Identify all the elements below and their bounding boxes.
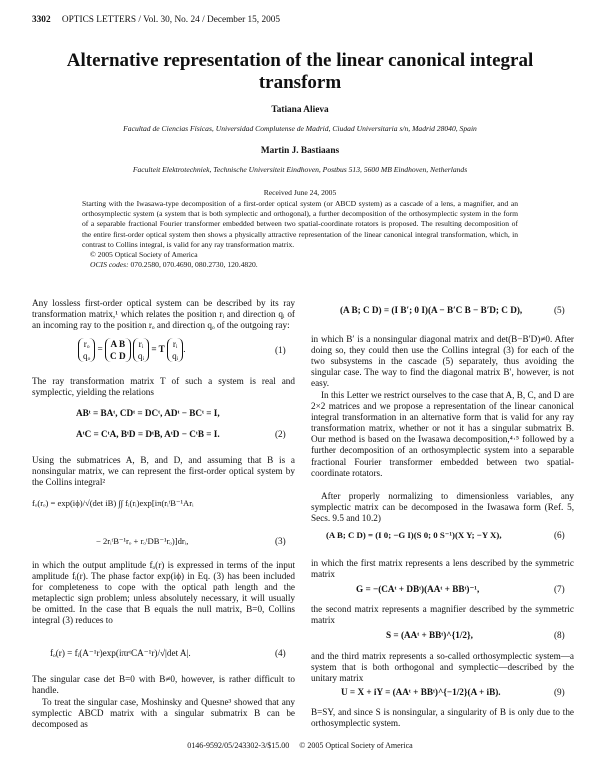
ocis-label: OCIS codes:	[90, 260, 129, 270]
eq8-number: (8)	[554, 630, 565, 640]
left-paragraph-3: Using the submatrices A, B, and D, and assuming that B is a nonsingular matrix, we can represent the first-order optical system by the Collins integral²	[32, 455, 295, 488]
eq2-number: (2)	[275, 429, 286, 439]
right-paragraph-3: After properly normalizing to dimensionless variables, any symplectic matrix can be decomposed in the Iwasawa form (Ref. 5, Secs. 9.5 and 10.2)	[311, 491, 574, 524]
page-footer	[0, 741, 600, 750]
footer-copyright: © 2005 Optical Society of America	[299, 741, 413, 750]
eq1-matrix: A B C D	[105, 338, 131, 362]
author-name-2: Martin J. Bastiaans	[260, 146, 340, 156]
right-paragraph-2: In this Letter we restrict ourselves to the case that A, B, C, and D are 2×2 matrices and we propose a representation of the linear canonical integral transformation in an alternative form that is valid for any ray transformation matrix, whether or not it has a singular submatrix B. Our method is based on the Iwasawa decomposition,⁴·⁵ followed by a further decomposition of an orthosymplectic system into a separable fractional Fourier transformer embedded between two spatial-coordinate rotators.	[311, 390, 574, 478]
left-paragraph-2: The ray transformation matrix T of such a system is real and symplectic, yielding the relations	[32, 376, 295, 398]
left-paragraph-4: in which the output amplitude fₒ(r) is expressed in terms of the input amplitude fᵢ(r). The phase factor exp(iϕ) in Eq. (3) has been included for completeness to cope with the optical path length and the metaplectic sign problem; unless absolutely necessary, it will usually be omitted. In the case that B equals the null matrix, B=0, Collins integral (3) reduces to	[32, 560, 295, 626]
equation-5: (A B; C D) = (I B′; 0 I)(A − B′C B − B′D; C D),	[340, 305, 523, 315]
abstract	[82, 199, 518, 270]
right-paragraph-4: in which the first matrix represents a lens described by the symmetric matrix	[311, 558, 574, 580]
running-header	[32, 15, 280, 25]
eq1-vector-2: rᵢ qᵢ	[167, 338, 183, 362]
paper-title: Alternative representation of the linear canonical integral transform	[66, 50, 534, 93]
eq6-number: (6)	[554, 530, 565, 540]
author-affiliation-1: Facultad de Ciencias Físicas, Universidad Complutense de Madrid, Ciudad Universitaria s/n, Madrid 28040, Spain	[123, 124, 477, 133]
page-number: 3302	[32, 15, 51, 25]
equation-6: (A B; C D) = (I 0; −G I)(S 0; 0 S⁻¹)(X Y; −Y X),	[326, 530, 502, 540]
right-paragraph-5: the second matrix represents a magnifier described by the symmetric matrix	[311, 604, 574, 626]
eq1-lhs: rₒ qₒ	[78, 338, 95, 362]
eq1-vector: rᵢ qᵢ	[133, 338, 149, 362]
equation-1: rₒ qₒ = A B C D rᵢ qᵢ = T rᵢ qᵢ.	[78, 338, 186, 362]
footer-code: 0146-9592/05/243302-3/$15.00	[187, 741, 290, 750]
right-paragraph-7: B=SY, and since S is nonsingular, a singularity of B is only due to the orthosymplectic system.	[311, 707, 574, 729]
eq9-number: (9)	[554, 687, 565, 697]
left-paragraph-1: Any lossless first-order optical system can be described by its ray transformation matrix,¹ which relates the position rᵢ and direction qᵢ of an incoming ray to the position rₒ and direction qₒ of the outgoing ray:	[32, 298, 295, 331]
eq5-number: (5)	[554, 305, 565, 315]
author-affiliation-2: Faculteit Elektrotechniek, Technische Universiteit Eindhoven, Postbus 513, 5600 MB Eindhoven, Netherlands	[132, 165, 468, 174]
abstract-copyright: © 2005 Optical Society of America	[90, 250, 198, 260]
equation-9: U = X + iY = (AAᵗ + BBᵗ)^{−1/2}(A + iB).	[341, 687, 501, 697]
left-paragraph-5: The singular case det B=0 with B≠0, however, is rather difficult to handle.	[32, 674, 295, 696]
ocis-codes	[82, 260, 518, 270]
right-paragraph-6: and the third matrix represents a so-called orthosymplectic system—a system that is both orthogonal and symplectic—described by the unitary matrix	[311, 651, 574, 684]
received-date: Received June 24, 2005	[263, 188, 337, 197]
left-paragraph-6: To treat the singular case, Moshinsky and Quesne³ showed that any symplectic ABCD matrix with a singular submatrix B can be decomposed as	[32, 697, 295, 730]
equation-3-line-1: fₒ(rₒ) = exp(iϕ)/√(det iB) ∫∫ fᵢ(rᵢ)exp[iπ(rᵢᵗB⁻¹Arᵢ	[32, 498, 194, 508]
equation-7: G = −(CAᵗ + DBᵗ)(AAᵗ + BBᵗ)⁻¹,	[356, 584, 480, 594]
eq4-number: (4)	[275, 648, 286, 658]
equation-2-line-1: ABᵗ = BAᵗ, CDᵗ = DCᵗ, ADᵗ − BCᵗ = I,	[76, 408, 220, 418]
journal-line: OPTICS LETTERS / Vol. 30, No. 24 / December 15, 2005	[61, 15, 281, 25]
equation-8: S = (AAᵗ + BBᵗ)^{1/2},	[386, 630, 473, 640]
eq7-number: (7)	[554, 584, 565, 594]
ocis-values: 070.2580, 070.4690, 080.2730, 120.4820.	[130, 260, 258, 270]
equation-4: fₒ(r) = fᵢ(A⁻¹r)exp(iπrᵗCA⁻¹r)/√|det A|.	[50, 648, 191, 658]
abstract-text: Starting with the Iwasawa-type decomposition of a first-order optical system (or ABCD system) as a cascade of a lens, a magnifier, and an orthosymplectic system (a system that is both symplectic and orthogonal), a further decomposition of the orthosymplectic system in the form of a separable fractional Fourier transformer embedded between two spatial-coordinate rotators is proposed. The resulting decomposition of the entire first-order optical system then shows a physically attractive representation of the linear canonical integral transformation, which, in contrast to Collins integral, is valid for any ray transformation matrix.	[82, 199, 518, 249]
eq1-number: (1)	[275, 345, 286, 355]
equation-2-line-2: AᵗC = CᵗA, BᵗD = DᵗB, AᵗD − CᵗB = I.	[76, 429, 220, 439]
right-paragraph-1: in which B′ is a nonsingular diagonal matrix and det(B−B′D)≠0. After doing so, they could then use the Collins integral (3) for each of the two subsystems in the cascade (5) separately, thus avoiding the singular case. The way to find the diagonal matrix B′, however, is not easy.	[311, 334, 574, 389]
equation-3-line-2: − 2rᵢᵗB⁻¹rₒ + rₒᵗDB⁻¹rₒ)]drᵢ,	[96, 536, 189, 546]
eq3-number: (3)	[275, 536, 286, 546]
author-name-1: Tatiana Alieva	[271, 105, 329, 115]
